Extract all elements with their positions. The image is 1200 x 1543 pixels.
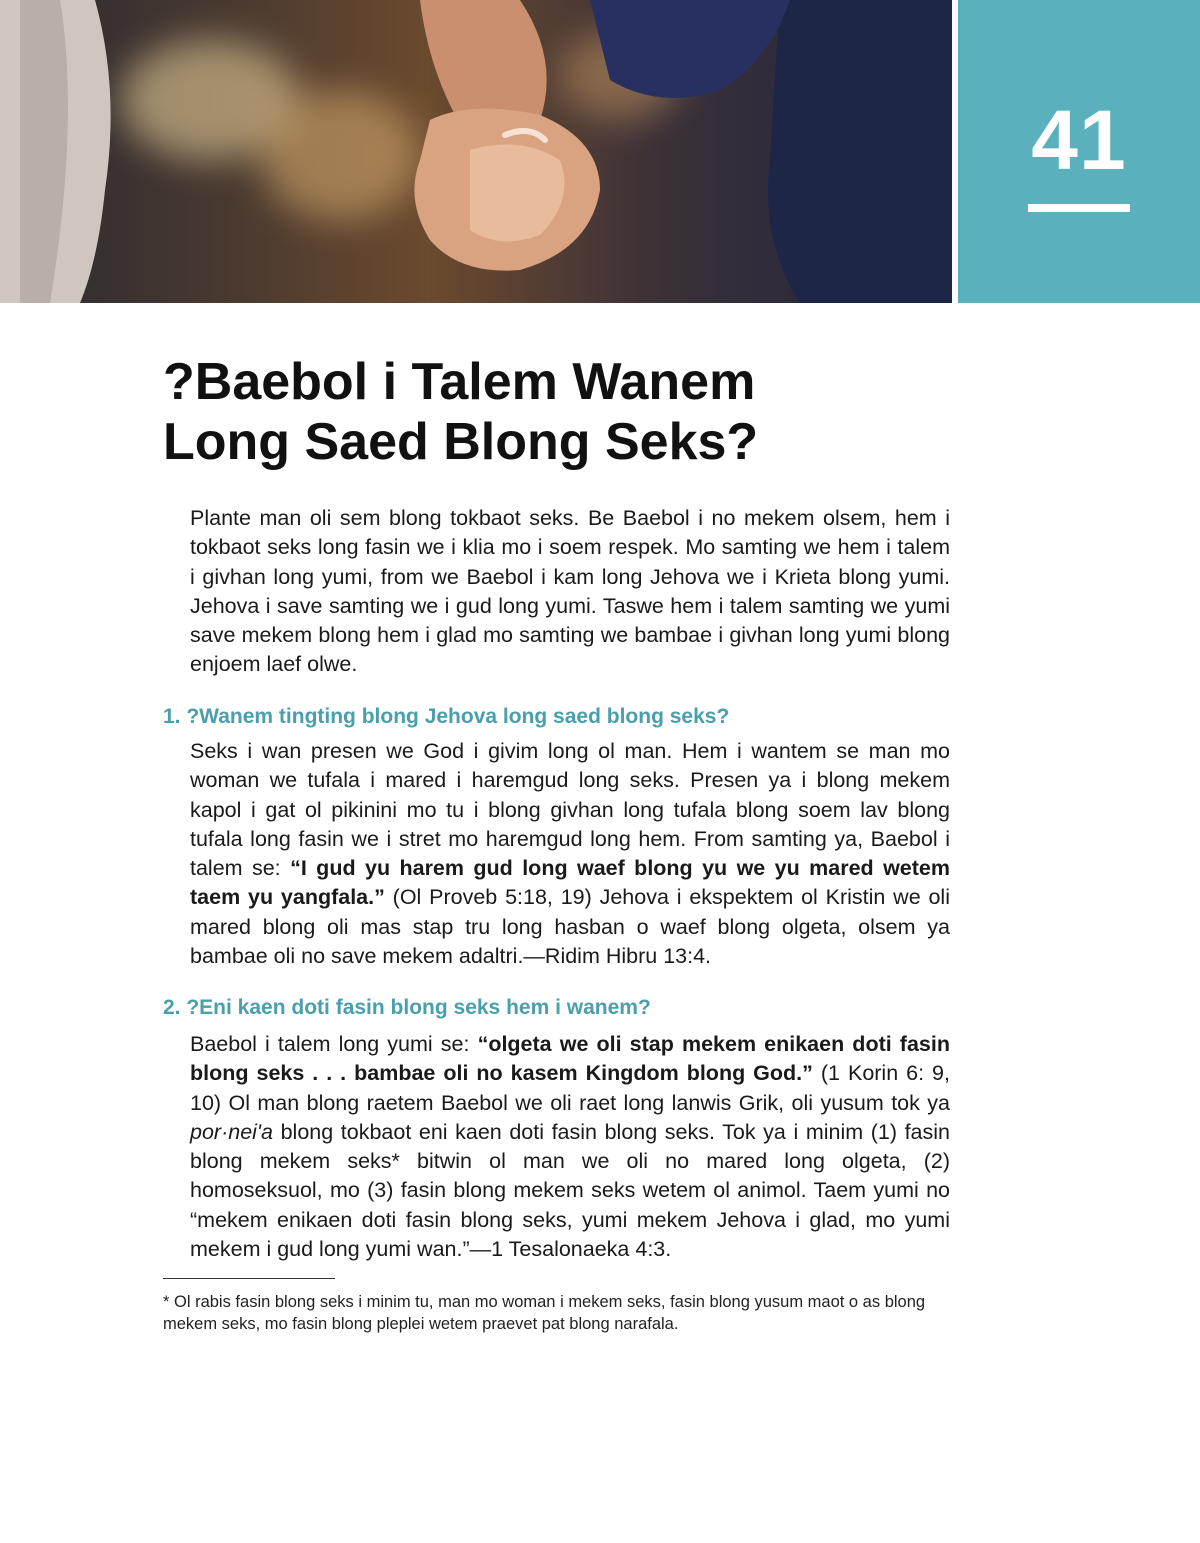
- q2-text-after: blong tokbaot eni kaen doti fasin blong seks. Tok ya i minim (1) fasin blong mekem seks* bitwin ol man we oli no mared long olgeta, (2) homoseksuol, mo (3) fasin blong mekem seks wetem ol animol. Taem yumi no “mekem enikaen doti fasin blong seks, yumi mekem Jehova i glad, mo yumi mekem i gud long yumi wan.”—1 Tesalonaeka 4:3.: [190, 1119, 950, 1262]
- title-line-1: ?Baebol i Talem Wanem: [163, 353, 756, 411]
- intro-paragraph: Plante man oli sem blong tokbaot seks. Be Baebol i no mekem olsem, hem i tokbaot seks long fasin we i klia mo i soem respek. Mo samting we hem i talem i givhan long yumi, from we Baebol i kam long Jehova we i Krieta blong yumi. Jehova i save samting we i gud long yumi. Taswe hem i talem samting we yumi save mekem blong hem i glad mo samting we bambae i givhan long yumi blong enjoem laef olwe.: [190, 506, 950, 677]
- chapter-number: 41: [1031, 93, 1127, 187]
- page-title: [163, 352, 863, 472]
- question-2-paragraph: [190, 1030, 950, 1264]
- footnote-divider: [163, 1278, 335, 1279]
- question-1-heading: 1. ?Wanem tingting blong Jehova long saed blong seks?: [163, 705, 730, 728]
- q2-greek-word: por·neiʹa: [190, 1119, 273, 1144]
- chapter-number-box: [958, 0, 1200, 303]
- q1-text-after: (Ol Proveb 5:18, 19) Jehova i ekspektem ol Kristin we oli mared blong oli mas stap tru long hasban o waef blong olgeta, olsem ya bambae oli no save mekem adaltri.—Ridim Hibru 13:4.: [190, 885, 950, 969]
- footnote: * Ol rabis fasin blong seks i minim tu, man mo woman i mekem seks, fasin blong yusum maot o as blong mekem seks, mo fasin blong pleplei wetem praevet pat blong narafala.: [163, 1293, 926, 1333]
- q2-text-before: Baebol i talem long yumi se:: [190, 1032, 478, 1056]
- question-1-paragraph: [190, 737, 950, 971]
- q2-quote: “olgeta we oli stap mekem enikaen doti fasin blong seks . . . bambae oli no kasem Kingdom blong God.”: [190, 1032, 950, 1086]
- q1-text-before: Seks i wan presen we God i givim long ol man. Hem i wantem se man mo woman we tufala i mared i haremgud long seks. Presen ya i blong mekem kapol i gat ol pikinini mo tu i blong givhan long tufala blong soem lav blong tufala long fasin we i stret mo haremgud long hem. From samting ya, Baebol i talem se:: [190, 739, 950, 881]
- chapter-underline: [1028, 204, 1130, 212]
- holding-hands-illustration: [0, 0, 952, 303]
- question-2-heading: 2. ?Eni kaen doti fasin blong seks hem i wanem?: [163, 996, 651, 1019]
- hero-photo: [0, 0, 952, 303]
- q1-quote: “I gud yu harem gud long waef blong yu we yu mared wetem taem yu yangfala.”: [190, 856, 950, 910]
- title-line-2: Long Saed Blong Seks?: [163, 413, 759, 471]
- q2-text-mid: (1 Korin 6: 9, 10) Ol man blong raetem Baebol we oli raet long lanwis Grik, oli yusum tok ya: [190, 1061, 950, 1115]
